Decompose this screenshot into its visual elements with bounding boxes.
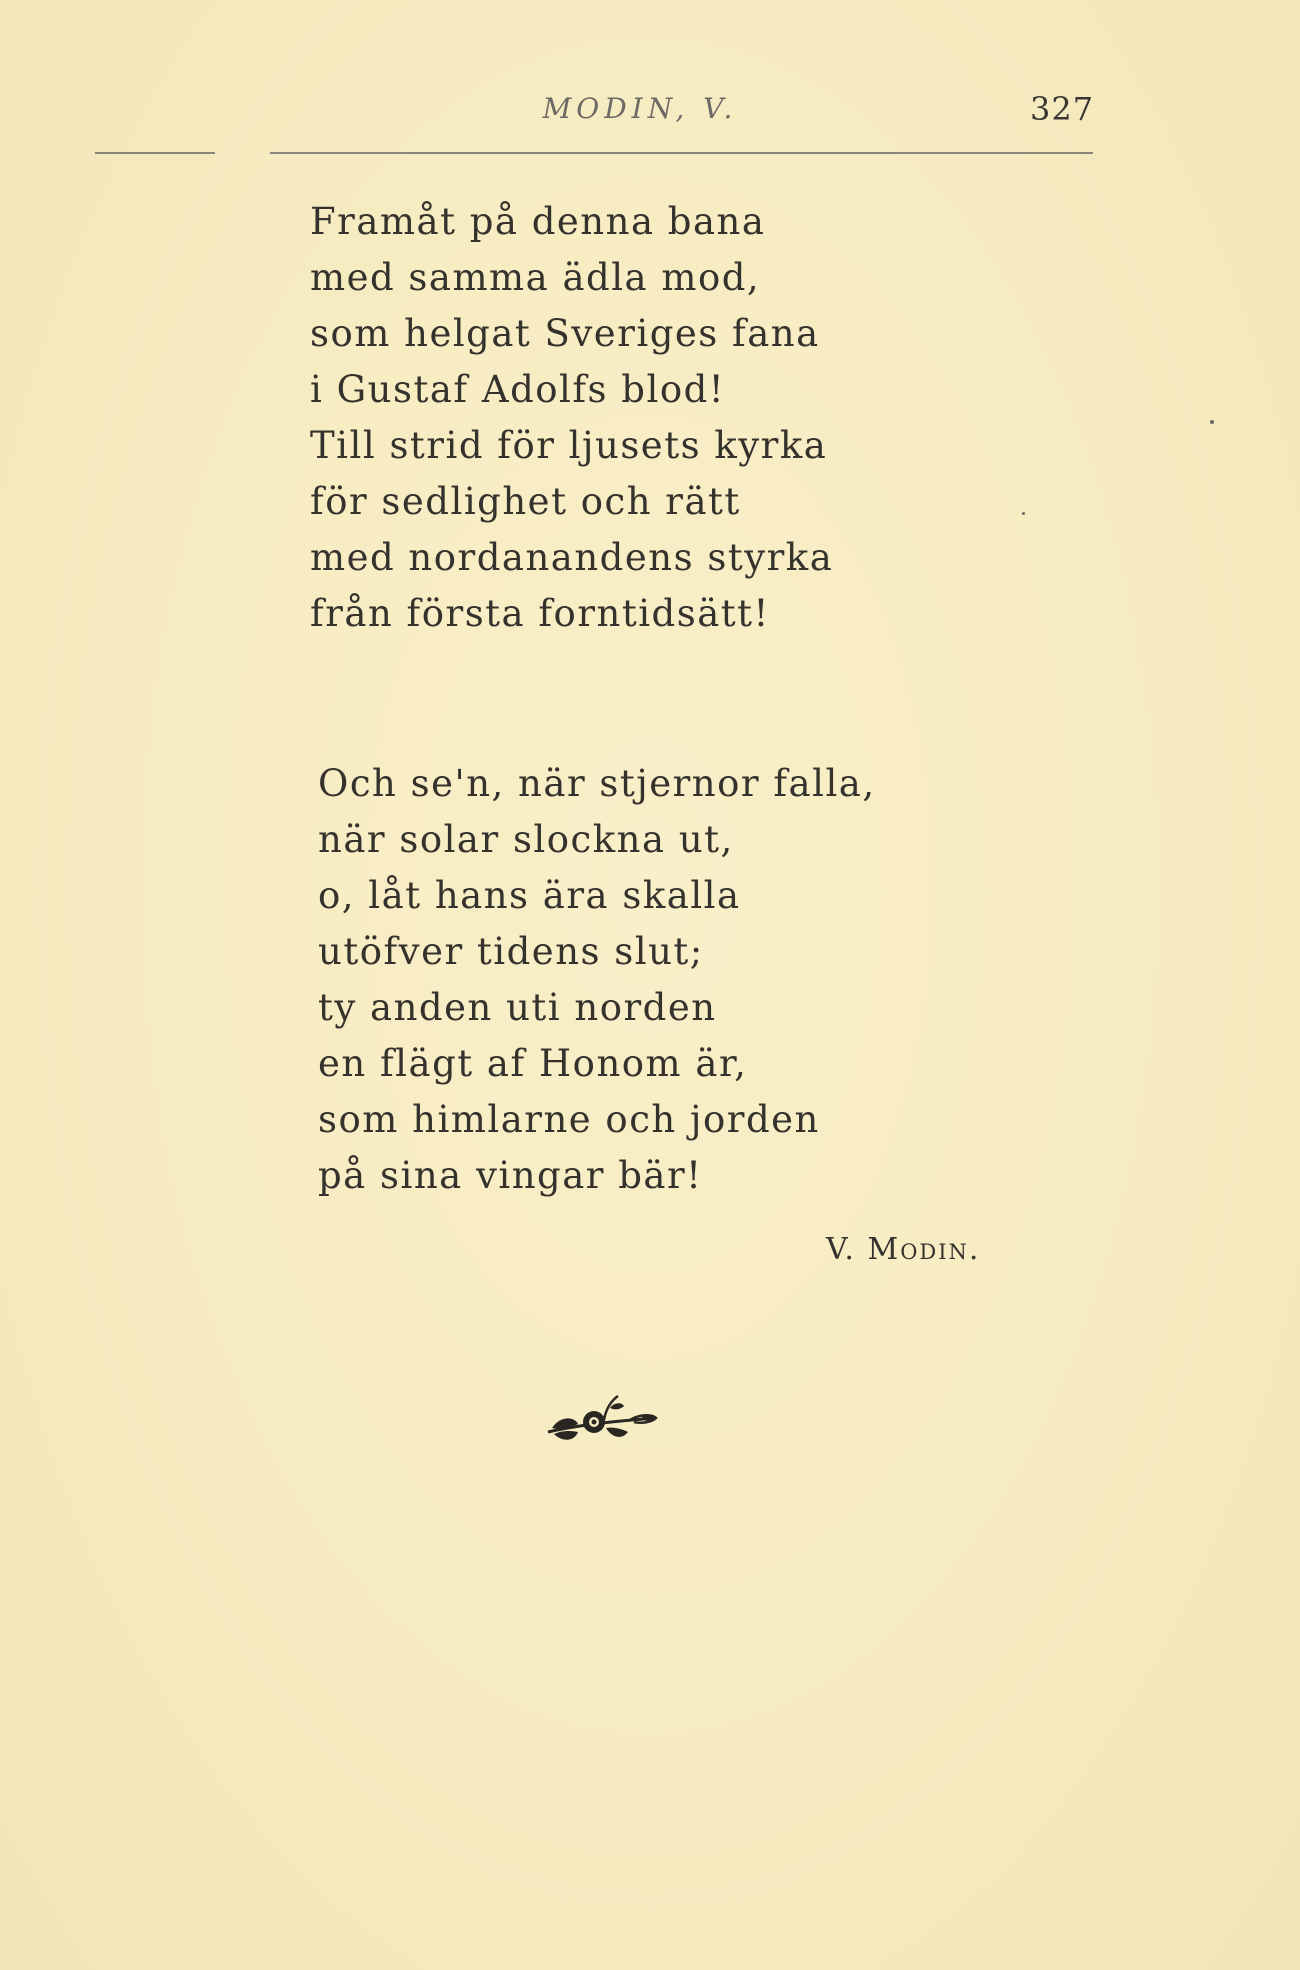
paper-speck [1210,420,1214,424]
header-rule-gap [215,152,270,154]
poem-line: i Gustaf Adolfs blod! [310,368,726,411]
poem-line: o, låt hans ära skalla [318,874,741,917]
poem-line: från första forntidsätt! [310,592,770,635]
stanza-1 [310,194,833,642]
poem-line: ty anden uti norden [318,986,717,1029]
poem-signature: V. Modin. [826,1232,981,1267]
poem-line: som himlarne och jorden [318,1098,820,1141]
stanza-2 [318,756,876,1204]
poem-line: Framåt på denna bana [310,200,766,243]
poem-line: som helgat Sveriges fana [310,312,820,355]
poem-line: med nordanandens styrka [310,536,834,579]
page-number: 327 [1030,90,1095,128]
poem-line: en flägt af Honom är, [318,1042,748,1085]
running-title: MODIN, V. [542,92,738,125]
poem-line: utöfver tidens slut; [318,930,704,973]
poem-line: med samma ädla mod, [310,256,761,299]
poem-line: för sedlighet och rätt [310,480,741,523]
poem-line: Till strid för ljusets kyrka [310,424,828,467]
poem-line: när solar slockna ut, [318,818,734,861]
poem-line: på sina vingar bär! [318,1154,703,1197]
floral-tailpiece-icon [544,1388,664,1448]
poem-line: Och se'n, när stjernor falla, [318,762,876,805]
paper-speck [1022,512,1025,515]
